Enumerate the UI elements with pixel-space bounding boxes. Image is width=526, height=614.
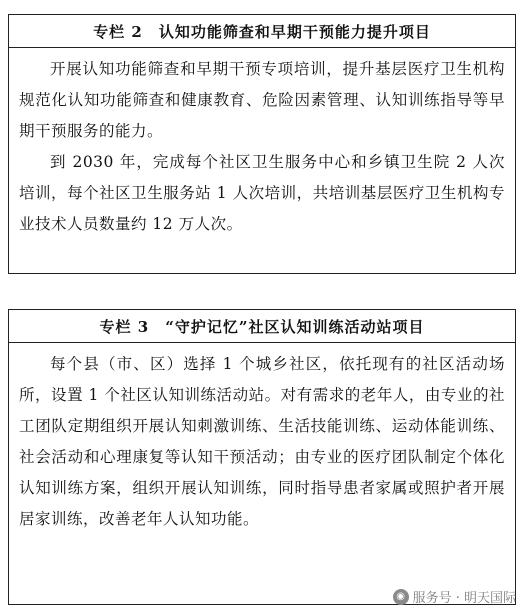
paragraph: 到 2030 年，完成每个社区卫生服务中心和乡镇卫生院 2 人次培训，每个社区卫生服务站 1 人次培训，共培训基层医疗卫生机构专业技术人员数量约 12 万人次。 — [19, 153, 505, 233]
column-body — [9, 48, 515, 240]
service-account-icon: ◉ — [393, 589, 409, 605]
paragraph: 开展认知功能筛查和早期干预专项培训，提升基层医疗卫生机构规范化认知功能筛查和健康教育、危险因素管理、认知训练指导等早期干预服务的能力。 — [19, 60, 505, 140]
column-title: 专栏 3 “守护记忆”社区认知训练活动站项目 — [9, 310, 515, 343]
watermark — [393, 587, 516, 606]
paragraph: 每个县（市、区）选择 1 个城乡社区，依托现有的社区活动场所，设置 1 个社区认知训练活动站。对有需求的老年人，由专业的社工团队定期组织开展认知刺激训练、生活技能训练、运动体能训练、社会活动和心理康复等认知干预活动；由专业的医疗团队制定个体化认知训练方案，组织开展认知训练，同时指导患者家属或照护者开展居家训练，改善老年人认知功能。 — [19, 355, 505, 528]
column-title: 专栏 2 认知功能筛查和早期干预能力提升项目 — [9, 15, 515, 48]
column-body — [9, 343, 515, 535]
column-box-2 — [8, 14, 516, 274]
watermark-text: 服务号 · 明天国际 — [412, 591, 516, 606]
column-box-3 — [8, 309, 516, 605]
